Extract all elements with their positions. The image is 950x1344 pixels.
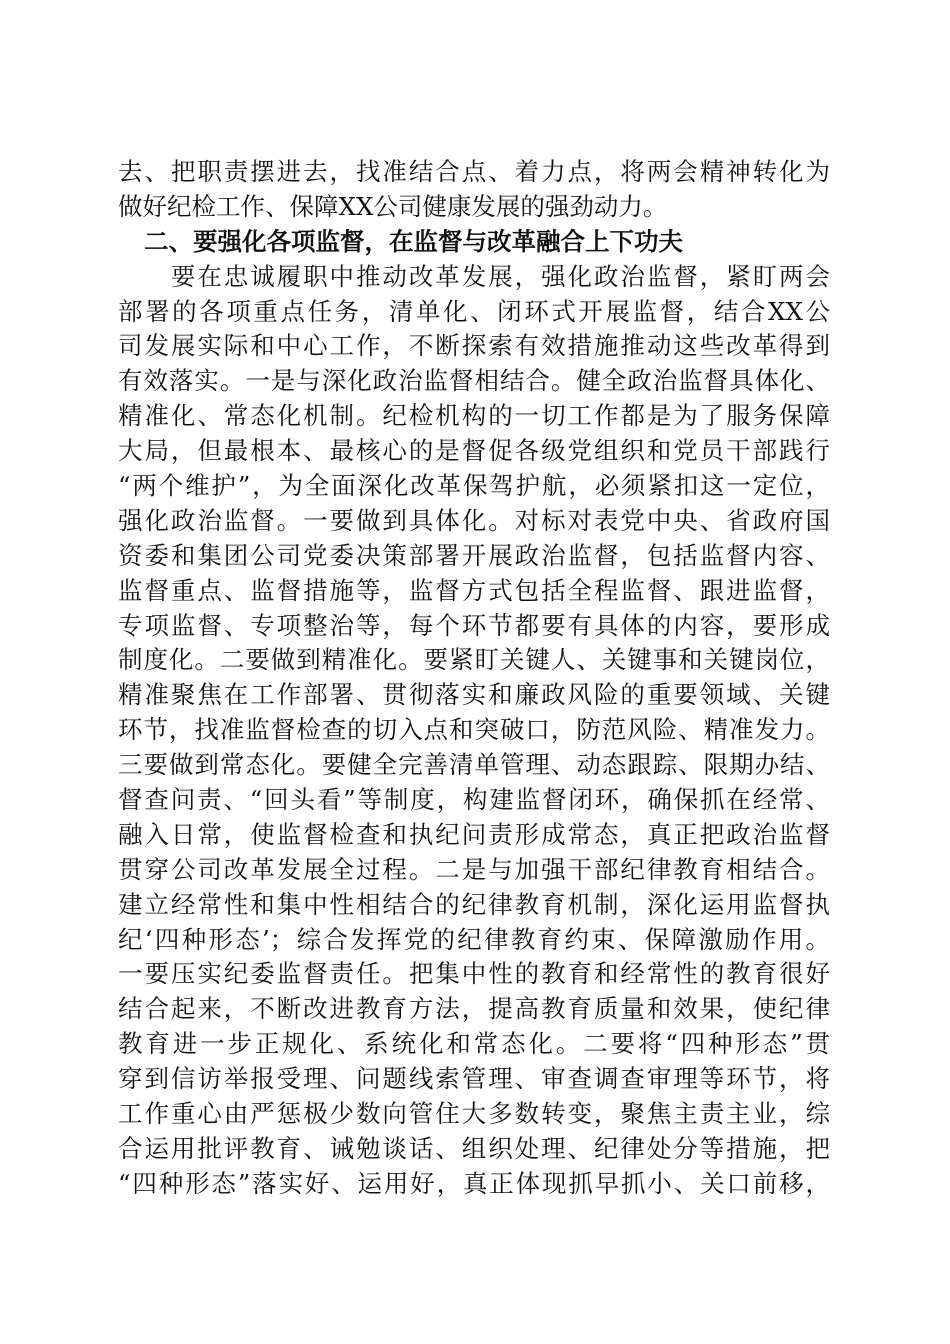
paragraph-line: 纪‘四种形态’；综合发挥党的纪律教育约束、保障激励作用。 [118,924,830,954]
paragraph-line: 去、把职责摆进去，找准结合点、着力点，将两会精神转化为 [118,157,830,186]
paragraph-line: 贯穿公司改革发展全过程。二是与加强干部纪律教育相结合。 [118,854,830,884]
paragraph-line: 融入日常，使监督检查和执纪问责形成常态，真正把政治监督 [118,819,830,849]
document-text [118,155,830,1202]
paragraph-line: 精准聚焦在工作部署、贯彻落实和廉政风险的重要领域、关键 [118,680,830,710]
paragraph-line: 三要做到常态化。要健全完善清单管理、动态跟踪、限期办结、 [118,750,830,780]
section-heading: 二、要强化各项监督，在监督与改革融合上下功夫 [144,226,683,256]
paragraph-line: 资委和集团公司党委决策部署开展政治监督，包括监督内容、 [118,540,830,570]
paragraph-line: 司发展实际和中心工作，不断探索有效措施推动这些改革得到 [118,331,830,361]
paragraph-line: 环节，找准监督检查的切入点和突破口，防范风险、精准发力。 [118,715,830,745]
paragraph-line: 建立经常性和集中性相结合的纪律教育机制，深化运用监督执 [118,889,830,919]
paragraph-line: 一要压实纪委监督责任。把集中性的教育和经常性的教育很好 [118,959,830,989]
paragraph-line: “两个维护”，为全面深化改革保驾护航，必须紧扣这一定位， [118,471,830,501]
paragraph-line: “四种形态”落实好、运用好，真正体现抓早抓小、关口前移， [118,1168,830,1198]
paragraph-line: 强化政治监督。一要做到具体化。对标对表党中央、省政府国 [118,505,830,535]
paragraph-line: 合运用批评教育、诫勉谈话、组织处理、纪律处分等措施，把 [118,1133,830,1163]
paragraph-line: 部署的各项重点任务，清单化、闭环式开展监督，结合XX公 [118,296,830,326]
paragraph-line: 穿到信访举报受理、问题线索管理、审查调查审理等环节，将 [118,1064,830,1094]
paragraph-line: 工作重心由严惩极少数向管住大多数转变，聚焦主责主业，综 [118,1099,830,1129]
paragraph-line: 做好纪检工作、保障XX公司健康发展的强劲动力。 [118,191,668,221]
paragraph-line: 监督重点、监督措施等，监督方式包括全程监督、跟进监督， [118,575,830,605]
paragraph-line: 精准化、常态化机制。纪检机构的一切工作都是为了服务保障 [118,401,830,431]
paragraph-line: 结合起来，不断改进教育方法，提高教育质量和效果，使纪律 [118,994,830,1024]
paragraph-line: 督查问责、“回头看”等制度，构建监督闭环，确保抓在经常、 [118,785,830,815]
paragraph-line: 专项监督、专项整治等，每个环节都要有具体的内容，要形成 [118,610,830,640]
paragraph-line: 制度化。二要做到精准化。要紧盯关键人、关键事和关键岗位， [118,645,830,675]
paragraph-line: 有效落实。一是与深化政治监督相结合。健全政治监督具体化、 [118,366,830,396]
paragraph-line: 教育进一步正规化、系统化和常态化。二要将“四种形态”贯 [118,1029,830,1059]
paragraph-line: 要在忠诚履职中推动改革发展，强化政治监督，紧盯两会 [118,261,830,291]
paragraph-line: 大局，但最根本、最核心的是督促各级党组织和党员干部践行 [118,436,830,466]
